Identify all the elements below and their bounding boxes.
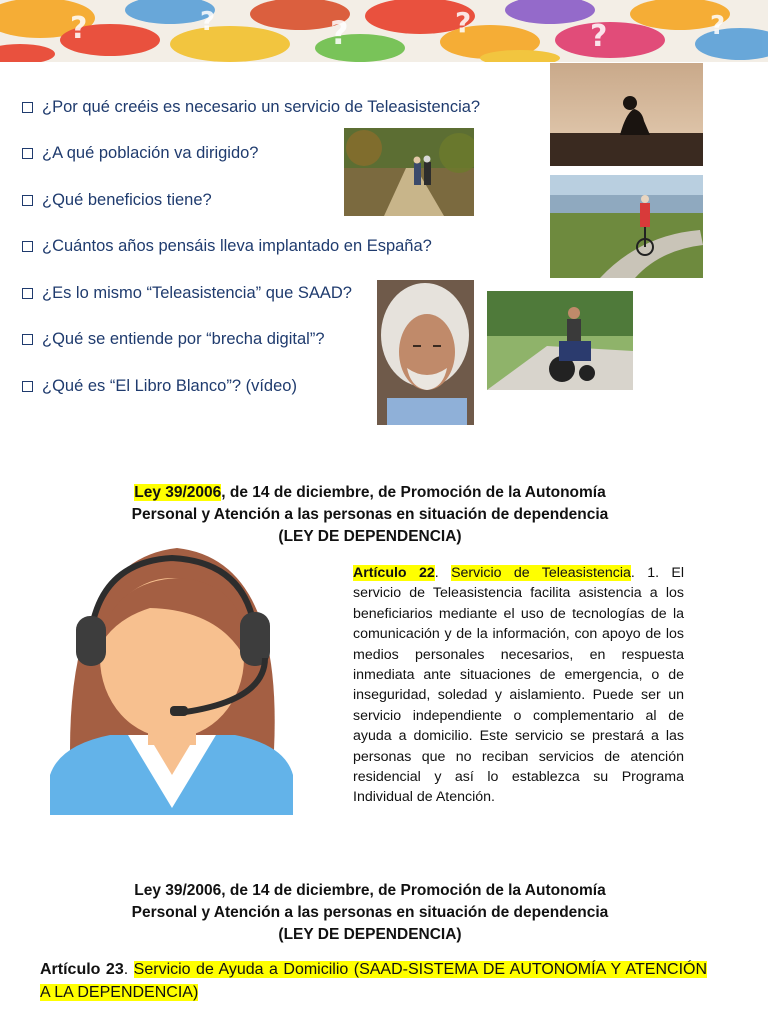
checkbox-square-icon: [22, 381, 33, 392]
call-center-agent-icon: [50, 540, 295, 820]
law-title-line: [80, 482, 660, 504]
checkbox-square-icon: [22, 148, 33, 159]
question-text: ¿A qué población va dirigido?: [42, 144, 259, 163]
article-22-separator: .: [434, 565, 452, 581]
svg-text:?: ?: [200, 7, 216, 37]
law-reference-highlight: Ley 39/2006: [134, 484, 222, 501]
law-title-2: [80, 880, 660, 946]
article-22-body: . 1. El servicio de Teleasistencia facilita asistencia a los beneficiarios mediante el uso de tecnologías de la comunicación y de la información, con apoyo de los medios personales necesarios, en respuesta inmediata ante situaciones de emergencia, o de inseguridad, soledad y aislamiento. Puede ser un servicio independiente o complementario al de ayuda a domicilio. Este servicio se prestará a las personas que no reciban servicios de atención residencial y así lo establezca su Programa Individual de Atención.: [353, 565, 685, 806]
law-title-text: , de 14 de diciembre, de Promoción de la Autonomía: [221, 484, 606, 501]
question-text: ¿Cuántos años pensáis lleva implantado en España?: [42, 237, 432, 256]
law-title-line: Personal y Atención a las personas en situación de dependencia: [131, 904, 609, 921]
article-22-paragraph: [353, 563, 684, 808]
law-title-line: (LEY DE DEPENDENCIA): [278, 528, 462, 545]
svg-text:?: ?: [330, 14, 349, 52]
svg-text:?: ?: [455, 6, 472, 39]
svg-text:?: ?: [70, 11, 88, 46]
photo-woman-cycling: [550, 175, 703, 278]
article-23-label: Artículo 23: [40, 961, 124, 978]
svg-text:?: ?: [710, 11, 726, 41]
question-text: ¿Por qué creéis es necesario un servicio de Teleasistencia?: [42, 97, 481, 116]
question-text: ¿Qué es “El Libro Blanco”? (vídeo): [42, 376, 297, 395]
checkbox-square-icon: [22, 288, 33, 299]
question-mark-banner: [0, 0, 768, 62]
photo-elderly-man: [377, 280, 474, 425]
question-text: ¿Es lo mismo “Teleasistencia” que SAAD?: [42, 283, 352, 302]
question-item: [22, 224, 480, 271]
photo-elderly-couple: [344, 128, 474, 216]
article-22-title: Servicio de Teleasistencia: [451, 565, 631, 581]
photo-wheelchair-user: [487, 291, 633, 390]
article-22-label: Artículo 22: [353, 565, 435, 581]
checkbox-square-icon: [22, 195, 33, 206]
law-title-line: (LEY DE DEPENDENCIA): [278, 926, 462, 943]
photo-lonely-person: [550, 63, 703, 166]
law-title-line: Ley 39/2006, de 14 de diciembre, de Promoción de la Autonomía: [134, 882, 606, 899]
question-text: ¿Qué se entiende por “brecha digital”?: [42, 330, 325, 349]
question-text: ¿Qué beneficios tiene?: [42, 190, 212, 209]
article-23-paragraph: [40, 958, 707, 1004]
checkbox-square-icon: [22, 241, 33, 252]
article-23-title: Servicio de Ayuda a Domicilio (SAAD-SISTEMA DE AUTONOMÍA Y ATENCIÓN A LA DEPENDENCIA): [40, 961, 708, 1001]
question-item: [22, 84, 480, 131]
law-title-line: Personal y Atención a las personas en situación de dependencia: [131, 506, 609, 523]
checkbox-square-icon: [22, 102, 33, 113]
law-title-1: [80, 482, 660, 548]
checkbox-square-icon: [22, 334, 33, 345]
svg-text:?: ?: [590, 19, 608, 54]
article-23-separator: .: [123, 961, 134, 978]
